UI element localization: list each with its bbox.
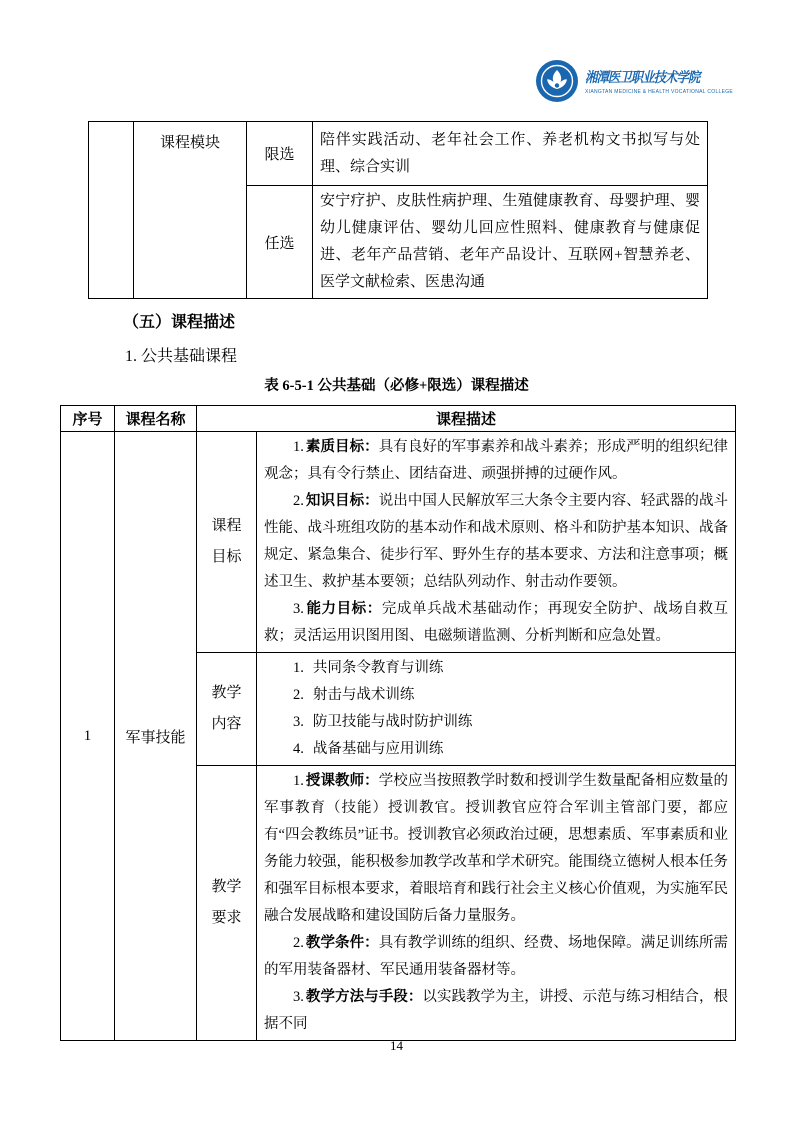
list-item: 2. 射击与战术训练 <box>293 687 415 703</box>
paragraph: 2. 教学条件：具有教学训练的组织、经费、场地保障。满足训练所需的军用装备器材、军民通用装备器材等。 <box>264 935 729 978</box>
sublabel-teaching-requirements: 教学要求 <box>197 766 257 1041</box>
table-row <box>89 122 708 186</box>
college-logo <box>536 60 733 102</box>
content-cell-limited: 陪伴实践活动、老年社会工作、养老机构文书拟写与处理、综合实训 <box>313 122 708 186</box>
table-row-goals <box>61 432 736 653</box>
content-cell-elective: 安宁疗护、皮肤性病护理、生殖健康教育、母婴护理、婴幼儿健康评估、婴幼儿回应性照料、健康教育与健康促进、老年产品营销、老年产品设计、互联网+智慧养老、医学文献检索、医患沟通 <box>313 186 708 299</box>
paragraph: 3. 能力目标：完成单兵战术基础动作；再现安全防护、战场自救互救；灵活运用识图用图、电磁频谱监测、分析判断和应急处置。 <box>264 601 729 644</box>
list-item: 3. 防卫技能与战时防护训练 <box>293 714 473 730</box>
course-description-table <box>60 405 736 1041</box>
section-heading: （五）课程描述 <box>123 314 236 331</box>
desc-teaching-contents <box>257 653 736 766</box>
paragraph: 1. 授课教师：学校应当按照教学时数和授训学生数量配备相应数量的军事教育（技能）授训教官。授训教官应符合军训主管部门要，都应有“四会教练员”证书。授训教官必须政治过硬，思想素质、军事素质和业务能力较强，能积极参加教学改革和学术研究。能围绕立德树人根本任务和强军目标根本要求，着眼培育和践行社会主义核心价值观，为实施军民融合发展战略和建设国防后备力量服务。 <box>264 773 729 924</box>
type-cell-limited: 限选 <box>247 122 313 186</box>
module-label-cell: 课程模块 <box>134 122 247 299</box>
college-emblem-icon <box>536 60 578 102</box>
table-header-row <box>61 406 736 432</box>
empty-cell <box>89 122 134 299</box>
sublabel-course-goals: 课程目标 <box>197 432 257 653</box>
college-name-block <box>585 67 733 95</box>
list-item: 1. 共同条令教育与训练 <box>293 660 444 676</box>
college-name-cn: 湘潭医卫职业技术学院 <box>585 71 700 86</box>
college-name-en: XIANGTAN MEDICINE & HEALTH VOCATIONAL COLLEGE <box>585 89 734 95</box>
header-course-desc: 课程描述 <box>197 406 736 432</box>
header-no: 序号 <box>61 406 115 432</box>
course-module-table <box>88 121 708 299</box>
list-item: 4. 战备基础与应用训练 <box>293 741 444 757</box>
sublabel-teaching-contents: 教学内容 <box>197 653 257 766</box>
course-name-cell: 军事技能 <box>115 432 197 1041</box>
paragraph: 3. 教学方法与手段：以实践教学为主，讲授、示范与练习相结合，根据不同 <box>264 989 729 1032</box>
paragraph: 2. 知识目标：说出中国人民解放军三大条令主要内容、轻武器的战斗性能、战斗班组攻防的基本动作和战术原则、格斗和防护基本知识、战备规定、紧急集合、徒步行军、野外生存的基本要求、方法和注意事项；概述卫生、救护基本要领；总结队列动作、射击动作要领。 <box>264 493 729 590</box>
paragraph: 1. 素质目标：具有良好的军事素养和战斗素养；形成严明的组织纪律观念；具有令行禁止、团结奋进、顽强拼搏的过硬作风。 <box>264 439 729 482</box>
desc-teaching-requirements <box>257 766 736 1041</box>
type-cell-elective: 任选 <box>247 186 313 299</box>
section-subheading: 1. 公共基础课程 <box>125 348 238 365</box>
desc-course-goals <box>257 432 736 653</box>
page-number: 14 <box>390 1038 403 1053</box>
row-number-cell: 1 <box>61 432 115 1041</box>
header-course-name: 课程名称 <box>115 406 197 432</box>
table-caption: 表 6-5-1 公共基础（必修+限选）课程描述 <box>264 378 529 394</box>
